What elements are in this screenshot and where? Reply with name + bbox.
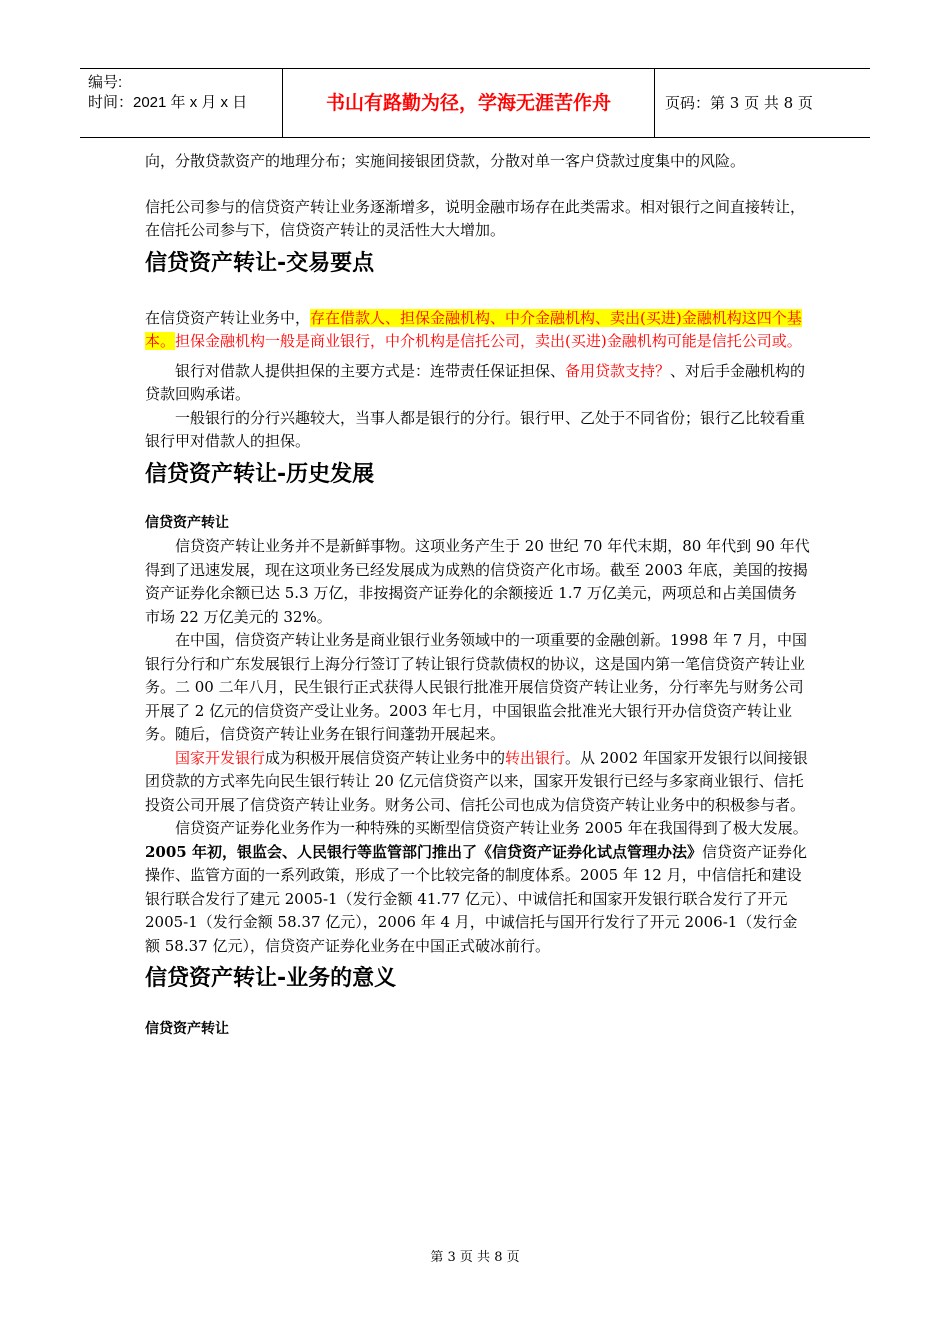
text-run: 信贷资产证券化操作、监管方面的一系列政策，形成了一个比较完备的制度体系。2005 年 12 月，中信信托和建设银行联合发行了建元 2005-1（发行金额 41.77 亿元）、中诚信托和国家开发银行联合发行了开元 2005-1（发行金额 58.37 亿元），2006 年 4 月，中诚信托与国开行发行了开元 2006-1（发行金额 58.37 亿元），信贷资产证券化业务在中国正式破冰前行。 [145, 842, 807, 955]
red-text: 国家开发银行 [175, 748, 266, 767]
header-motto: 书山有路勤为径，学海无涯苦作舟 [283, 69, 655, 137]
section-heading-history: 信贷资产转让-历史发展 [145, 461, 375, 487]
page-footer: 第 3 页 共 8 页 [430, 1250, 520, 1265]
red-text: 转出银行 [505, 748, 566, 767]
page-header [80, 68, 870, 138]
paragraph: 信托公司参与的信贷资产转让业务逐渐增多，说明金融市场存在此类需求。相对银行之间直接转让，在信托公司参与下，信贷资产转让的灵活性大大增加。 [145, 197, 806, 239]
bold-text: 2005 年初，银监会、人民银行等监管部门推出了《信贷资产证券化试点管理办法》 [145, 842, 702, 861]
text-run: 。从 2002 年国家开发银行以间接银团贷款的方式率先向民生银行转让 20 亿元信贷资产以来，国家开发银行已经与多家商业银行、信托投资公司开展了信贷资产转让业务。财务公司、信托公司也成为信贷资产转让业务中的积极参与者。 [145, 748, 808, 814]
paragraph [145, 307, 810, 354]
red-text: 备用贷款支持？ [565, 361, 671, 380]
paragraph: 向，分散贷款资产的地理分布；实施间接银团贷款，分散对单一客户贷款过度集中的风险。 [145, 152, 746, 170]
header-page-info: 页码：第 3 页 共 8 页 [665, 94, 813, 112]
paragraph [145, 747, 810, 818]
subheading: 信贷资产转让 [145, 1021, 229, 1037]
text-run: 在信贷资产转让业务中， [145, 308, 311, 327]
section-heading-meaning: 信贷资产转让-业务的意义 [145, 966, 397, 991]
paragraph: 信贷资产转让业务并不是新鲜事物。这项业务产生于 20 世纪 70 年代末期，80 年代到 90 年代得到了迅速发展，现在这项业务已经发展成为成熟的信贷资产化市场。截至 2003 年底，美国的按揭资产证券化余额已达 5.3 万亿，非按揭资产证券化的余额接近 1.7 万亿美元，两项总和占美国债务市场 22 万亿美元的 32%。 [145, 537, 810, 626]
section-heading-trade: 信贷资产转让-交易要点 [145, 250, 375, 276]
paragraph: 一般银行的分行兴趣较大，当事人都是银行的分行。银行甲、乙处于不同省份；银行乙比较看重银行甲对借款人的担保。 [145, 408, 806, 450]
text-run: 银行对借款人提供担保的主要方式是：连带责任保证担保、 [175, 361, 566, 380]
paragraph: 在中国，信贷资产转让业务是商业银行业务领域中的一项重要的金融创新。1998 年 7 月，中国银行分行和广东发展银行上海分行签订了转让银行贷款债权的协议，这是国内第一笔信贷资产转让业务。二 00 二年八月，民生银行正式获得人民银行批准开展信贷资产转让业务，分行率先与财务公司开展了 2 亿元的信贷资产受让业务。2003 年七月，中国银监会批准光大银行开办信贷资产转让业务。随后，信贷资产转让业务在银行间蓬勃开展起来。 [145, 631, 808, 743]
text-run: 成为积极开展信贷资产转让业务中的 [265, 748, 506, 767]
paragraph [145, 817, 810, 958]
code-label: 编号: [88, 74, 123, 91]
paragraph [145, 360, 810, 407]
header-meta [80, 69, 283, 137]
subheading: 信贷资产转让 [145, 514, 229, 531]
text-run: 、对后手金融机构的贷款回购承诺。 [145, 361, 806, 403]
document-body [145, 150, 810, 1042]
red-text: 担保金融机构一般是商业银行，中介机构是信托公司，卖出(买进)金融机构可能是信托公司或。 [175, 332, 802, 350]
time-label: 时间：2021 年 x 月 x 日 [88, 94, 248, 111]
highlighted-text: 存在借款人、担保金融机构、中介金融机构、卖出(买进)金融机构这四个基本。 [145, 308, 802, 350]
text-run: 信贷资产证券化业务作为一种特殊的买断型信贷资产转让业务 2005 年在我国得到了极大发展。 [175, 819, 808, 837]
